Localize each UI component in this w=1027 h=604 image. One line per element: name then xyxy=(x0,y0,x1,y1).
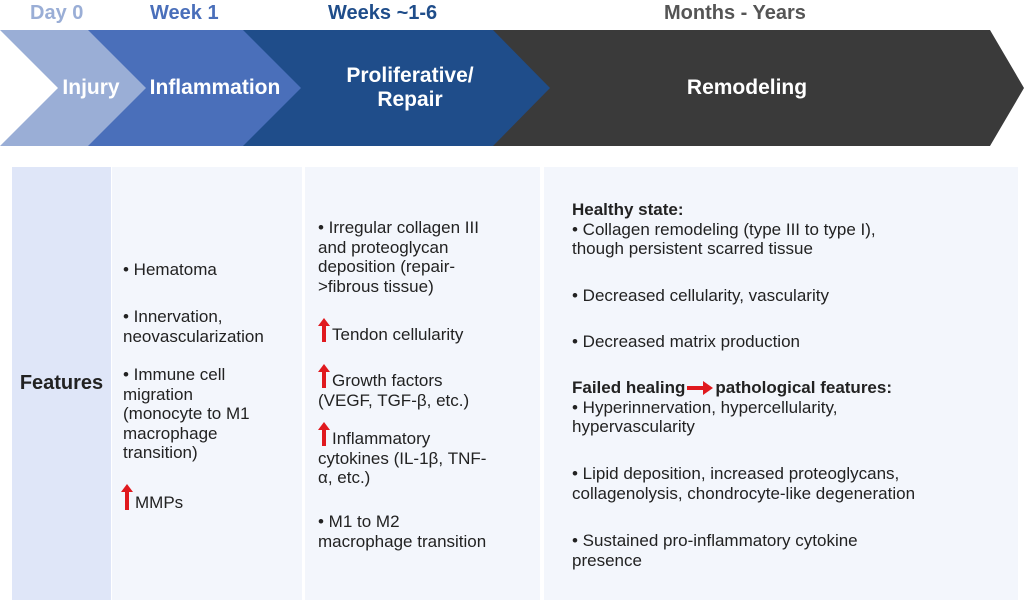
innervation-line2: neovascularization xyxy=(123,326,264,346)
up-arrow-icon xyxy=(318,422,330,446)
failed-healing-heading xyxy=(572,378,892,398)
immune-line3: (monocyte to M1 xyxy=(123,404,250,423)
innervation-line1: • Innervation, xyxy=(123,307,223,326)
cytokines-line3: α, etc.) xyxy=(318,468,371,487)
m1-m2-line1: • M1 to M2 xyxy=(318,512,400,531)
sustained-line2: presence xyxy=(572,550,642,570)
cytokines-line2: cytokines (IL-1β, TNF- xyxy=(318,448,487,468)
hyper-line2: hypervascularity xyxy=(572,417,695,436)
cytokines-line1: Inflammatory xyxy=(332,429,431,448)
decreased-cellularity-item: • Decreased cellularity, vascularity xyxy=(572,286,829,305)
growth-factors-line2: (VEGF, TGF-β, etc.) xyxy=(318,390,470,410)
collagen-iii-line1: • Irregular collagen III xyxy=(318,218,479,237)
hyper-line1: • Hyperinnervation, hypercellularity, xyxy=(572,397,838,417)
collagen-iii-line4: >fibrous tissue) xyxy=(318,276,434,296)
timeline-week1: Week 1 xyxy=(150,2,219,24)
timeline-weeks: Weeks ~1-6 xyxy=(328,2,438,24)
growth-factors-item xyxy=(318,364,469,410)
stage-proliferative-line2: Repair xyxy=(377,88,443,111)
m1-m2-item xyxy=(318,512,486,551)
tendon-cellularity-text: Tendon cellularity xyxy=(332,325,464,344)
timeline-day0: Day 0 xyxy=(30,2,84,24)
sustained-cytokine-item xyxy=(572,531,858,570)
stage-injury-label: Injury xyxy=(62,76,120,99)
m1-m2-line2: macrophage transition xyxy=(318,531,487,551)
right-arrow-icon xyxy=(687,381,713,395)
stage-proliferative-label xyxy=(320,64,500,112)
stage-proliferative-line1: Proliferative/ xyxy=(346,64,474,87)
immune-item xyxy=(123,365,250,463)
inflammatory-cytokines-item xyxy=(318,422,486,488)
collagen-iii-item xyxy=(318,218,479,296)
features-column xyxy=(12,167,111,600)
collagen-iii-line2: and proteoglycan xyxy=(318,237,449,257)
timeline-months: Months - Years xyxy=(664,2,806,24)
collagen-remodeling-line1: • Collagen remodeling (type III to type I), xyxy=(572,219,876,239)
tendon-cellularity-item xyxy=(318,318,463,345)
lipid-deposition-item xyxy=(572,464,915,503)
failed-healing-right: pathological features: xyxy=(715,378,892,397)
lipid-line1: • Lipid deposition, increased proteoglycans, xyxy=(572,464,900,483)
immune-line5: transition) xyxy=(123,443,198,462)
stage-inflammation-label: Inflammation xyxy=(149,76,281,99)
up-arrow-icon xyxy=(318,318,330,342)
hematoma-item: • Hematoma xyxy=(123,260,217,279)
up-arrow-icon xyxy=(121,484,133,510)
immune-line2: migration xyxy=(123,384,193,404)
stage-remodeling-label: Remodeling xyxy=(686,76,808,99)
growth-factors-line1: Growth factors xyxy=(332,371,443,390)
decreased-matrix-item: • Decreased matrix production xyxy=(572,332,800,351)
collagen-iii-line3: deposition (repair- xyxy=(318,257,456,276)
up-arrow-icon xyxy=(318,364,330,388)
sustained-line1: • Sustained pro-inflammatory cytokine xyxy=(572,531,858,550)
healthy-state-block xyxy=(572,200,876,259)
features-label: Features xyxy=(19,372,104,394)
collagen-remodeling-line2: though persistent scarred tissue xyxy=(572,239,813,258)
failed-healing-block xyxy=(572,378,892,437)
stage-arrows xyxy=(0,0,1027,150)
lipid-line2: collagenolysis, chondrocyte-like degeneration xyxy=(572,483,916,503)
failed-healing-left: Failed healing xyxy=(572,378,686,397)
mmps-item xyxy=(121,484,183,513)
healthy-state-heading: Healthy state: xyxy=(572,200,684,219)
immune-line4: macrophage xyxy=(123,423,218,443)
immune-line1: • Immune cell xyxy=(123,365,226,384)
mmps-text: MMPs xyxy=(135,493,184,512)
innervation-item xyxy=(123,307,264,346)
